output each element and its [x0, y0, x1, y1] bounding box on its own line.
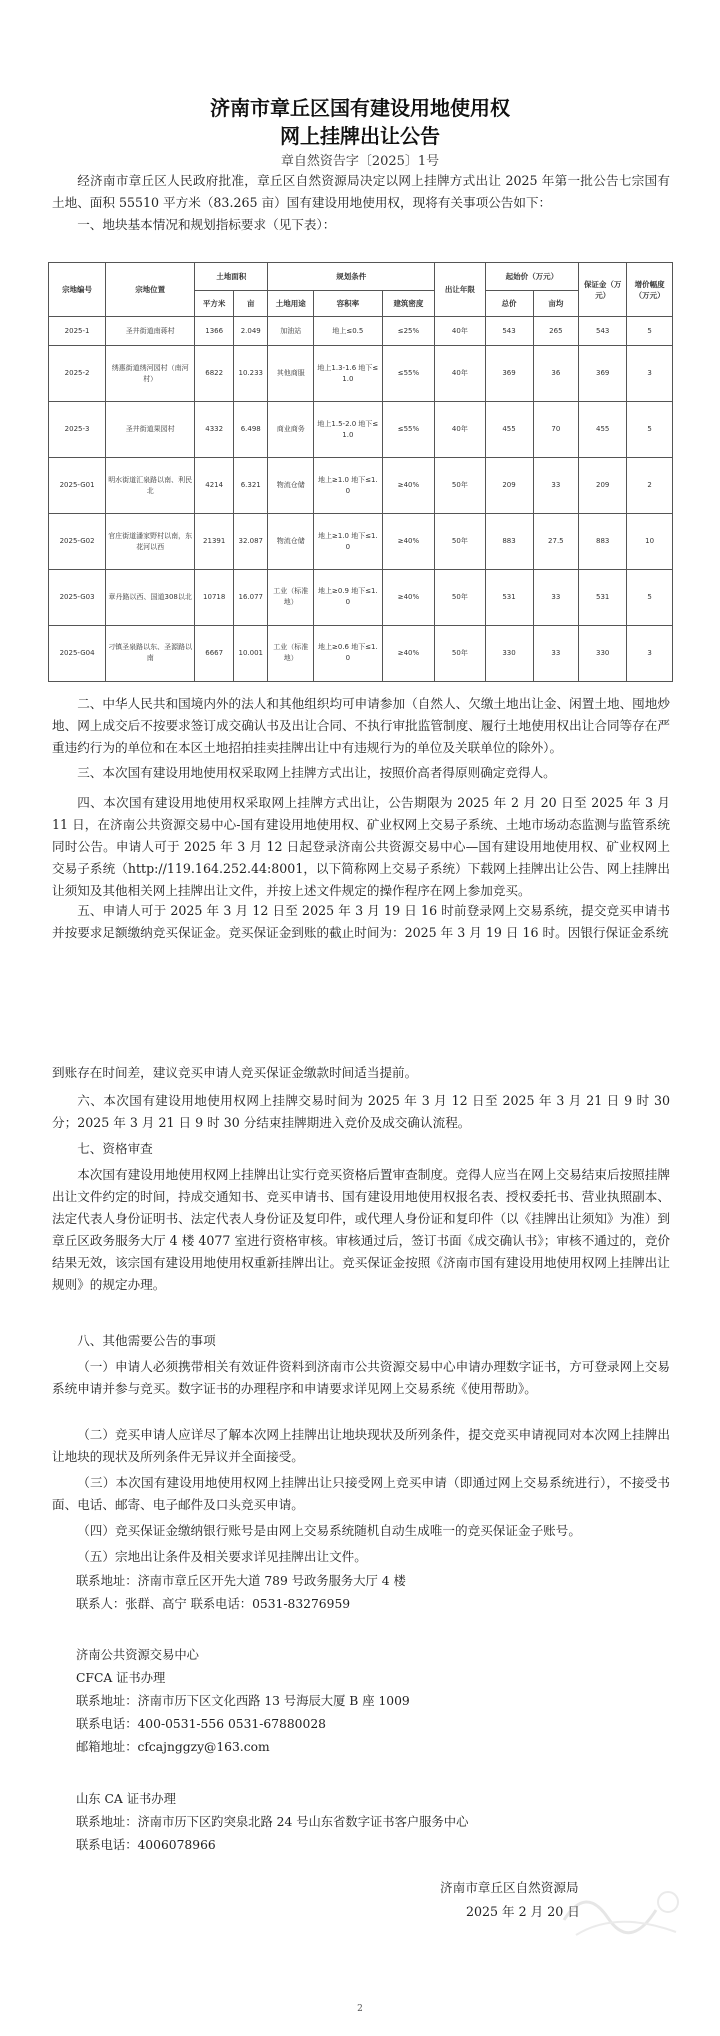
- paragraph-4: 四、本次国有建设用地使用权采取网上挂牌方式出让，公告期限为 2025 年 2 月 20 日至 2025 年 3 月 11 日，在济南公共资源交易中心-国有建设用地使用权、矿业权网上交易子系统、土地市场动态监测与监管系统同时公告。申请人可于 2025 年 3 月 12 日起登录济南公共资源交易中心—国有建设用地使用权、矿业权网上交易子系统（http://119.164.252.44:8001，以下简称网上交易子系统）下载网上挂牌出让公告、网上挂牌出让须知及其他相关网上挂牌出让文件，并按上述文件规定的操作程序在网上参加竞买。: [52, 795, 670, 898]
- header-increment: 增价幅度（万元）: [627, 263, 673, 317]
- header-term: 出让年限: [435, 263, 485, 317]
- cell-term: 50年: [435, 625, 485, 681]
- cell-total: 369: [485, 346, 533, 402]
- cell-location: 官庄街道潘家野村以南，东花河以西: [106, 514, 195, 570]
- main-contact-address: 联系地址：济南市章丘区开先大道 789 号政务服务大厅 4 楼: [76, 1574, 406, 1588]
- cell-mu: 32.087: [234, 514, 268, 570]
- header-mu: 亩: [234, 291, 268, 317]
- cell-per-mu: 33: [533, 625, 579, 681]
- watermark-logo: [556, 1880, 686, 1950]
- cell-location: 绣惠街道绣河园村（南河村）: [106, 346, 195, 402]
- document-number: 章自然资告字〔2025〕1号: [280, 154, 440, 169]
- cell-sqm: 4214: [195, 458, 234, 514]
- cell-total: 543: [485, 317, 533, 346]
- cell-total: 209: [485, 458, 533, 514]
- cell-far: 地上≥0.6 地下≤1.0: [314, 625, 383, 681]
- cell-per-mu: 33: [533, 458, 579, 514]
- paragraph-6: 六、本次国有建设用地使用权网上挂牌交易时间为 2025 年 3 月 12 日至 2025 年 3 月 21 日 9 时 30 分；2025 年 3 月 21 日 9 时 30 分结束挂牌期进入竞价及成交确认流程。: [52, 1093, 670, 1130]
- header-start-price: 起始价（万元）: [485, 263, 579, 291]
- cell-mu: 6.498: [234, 402, 268, 458]
- cell-per-mu: 33: [533, 570, 579, 626]
- cell-deposit: 209: [579, 458, 627, 514]
- cell-far: 地上1.3-1.6 地下≤1.0: [314, 346, 383, 402]
- cell-parcel-no: 2025-3: [49, 402, 106, 458]
- cfca-address: 联系地址：济南市历下区文化西路 13 号海辰大厦 B 座 1009: [76, 1694, 410, 1708]
- cell-land-use: 物流仓储: [268, 458, 314, 514]
- sdca-address: 联系地址：济南市历下区趵突泉北路 24 号山东省数字证书客户服务中心: [76, 1815, 469, 1829]
- cell-far: 地上≥0.9 地下≤1.0: [314, 570, 383, 626]
- section-7-heading: 七、资格审查: [77, 1141, 153, 1156]
- cell-deposit: 455: [579, 402, 627, 458]
- cell-deposit: 531: [579, 570, 627, 626]
- header-location: 宗地位置: [106, 263, 195, 317]
- cell-total: 883: [485, 514, 533, 570]
- cell-density: ≤55%: [382, 346, 435, 402]
- header-density: 建筑密度: [382, 291, 435, 317]
- cell-parcel-no: 2025-G02: [49, 514, 106, 570]
- table-row: [49, 458, 673, 514]
- paragraph-5: 五、申请人可于 2025 年 3 月 12 日至 2025 年 3 月 19 日 16 时前登录网上交易系统，提交竞买申请书并按要求足额缴纳竞买保证金。竞买保证金到账的截止时间为：2025 年 3 月 19 日 16 时。因银行保证金系统: [52, 903, 670, 940]
- cfca-email: 邮箱地址：cfcajnggzy@163.com: [76, 1740, 270, 1754]
- title-line-2: 网上挂牌出让公告: [280, 124, 440, 148]
- paragraph-5-continued: 到账存在时间差，建议竞买申请人竞买保证金缴款时间适当提前。: [52, 1065, 418, 1080]
- item-3: （三）本次国有建设用地使用权网上挂牌出让只接受网上竞买申请（即通过网上交易系统进行），不接受书面、电话、邮寄、电子邮件及口头竞买申请。: [52, 1475, 670, 1512]
- cell-deposit: 330: [579, 625, 627, 681]
- cell-deposit: 369: [579, 346, 627, 402]
- cell-location: 明水街道汇泉路以南、利民北: [106, 458, 195, 514]
- cell-sqm: 6667: [195, 625, 234, 681]
- cell-land-use: 工业（标准地）: [268, 625, 314, 681]
- cell-density: ≥40%: [382, 625, 435, 681]
- cell-far: 地上≥1.0 地下≤1.0: [314, 514, 383, 570]
- cell-term: 50年: [435, 458, 485, 514]
- cell-increment: 3: [627, 346, 673, 402]
- cell-total: 330: [485, 625, 533, 681]
- table-row: [49, 317, 673, 346]
- cell-mu: 10.233: [234, 346, 268, 402]
- header-per-mu: 亩均: [533, 291, 579, 317]
- item-1: （一）申请人必须携带相关有效证件资料到济南市公共资源交易中心申请办理数字证书，方可登录网上交易系统申请并参与竞买。数字证书的办理程序和申请要求详见网上交易系统《使用帮助》。: [52, 1359, 670, 1396]
- section-1-heading: 一、地块基本情况和规划指标要求（见下表）：: [77, 217, 336, 232]
- cell-far: 地上1.5-2.0 地下≤1.0: [314, 402, 383, 458]
- cell-parcel-no: 2025-G03: [49, 570, 106, 626]
- main-contact-block: [76, 1570, 676, 1616]
- main-contact-person: 联系人：张群、高宁 联系电话：0531-83276959: [76, 1597, 351, 1611]
- table-row: [49, 514, 673, 570]
- cell-total: 531: [485, 570, 533, 626]
- signoff-org: 济南市章丘区自然资源局: [440, 1880, 579, 1895]
- signoff-date: 2025 年 2 月 20 日: [466, 1904, 580, 1919]
- cell-deposit: 883: [579, 514, 627, 570]
- cell-per-mu: 27.5: [533, 514, 579, 570]
- cell-term: 50年: [435, 514, 485, 570]
- parcel-table: [48, 262, 673, 682]
- table-row: [49, 625, 673, 681]
- cell-parcel-no: 2025-2: [49, 346, 106, 402]
- cell-total: 455: [485, 402, 533, 458]
- cell-sqm: 1366: [195, 317, 234, 346]
- cell-sqm: 4332: [195, 402, 234, 458]
- cell-land-use: 物流仓储: [268, 514, 314, 570]
- sdca-contact-block: [76, 1788, 676, 1857]
- cell-mu: 2.049: [234, 317, 268, 346]
- cell-mu: 16.077: [234, 570, 268, 626]
- header-sqm: 平方米: [195, 291, 234, 317]
- cell-sqm: 10718: [195, 570, 234, 626]
- cell-location: 刁镇圣泉路以东、圣源路以南: [106, 625, 195, 681]
- cell-mu: 10.001: [234, 625, 268, 681]
- header-total: 总价: [485, 291, 533, 317]
- cell-location: 章丹路以西、国道308以北: [106, 570, 195, 626]
- cell-increment: 5: [627, 317, 673, 346]
- cell-density: ≥40%: [382, 570, 435, 626]
- cell-far: 地上≤0.5: [314, 317, 383, 346]
- table-row: [49, 402, 673, 458]
- sdca-phone: 联系电话：4006078966: [76, 1838, 216, 1852]
- cell-density: ≤25%: [382, 317, 435, 346]
- cell-location: 圣井街道南蒋村: [106, 317, 195, 346]
- cell-land-use: 商业商务: [268, 402, 314, 458]
- table-row: [49, 570, 673, 626]
- cell-term: 40年: [435, 346, 485, 402]
- item-4: （四）竞买保证金缴纳银行账号是由网上交易系统随机自动生成唯一的竞买保证金子账号。: [77, 1523, 581, 1538]
- cell-density: ≥40%: [382, 514, 435, 570]
- cell-mu: 6.321: [234, 458, 268, 514]
- cfca-phone: 联系电话：400-0531-556 0531-67880028: [76, 1717, 326, 1731]
- cell-land-use: 工业（标准地）: [268, 570, 314, 626]
- cell-increment: 5: [627, 570, 673, 626]
- cell-per-mu: 265: [533, 317, 579, 346]
- cell-per-mu: 70: [533, 402, 579, 458]
- paragraph-7: 本次国有建设用地使用权网上挂牌出让实行竞买资格后置审查制度。竞得人应当在网上交易结束后按照挂牌出让文件约定的时间，持成交通知书、竞买申请书、国有建设用地使用权报名表、授权委托书、营业执照副本、法定代表人身份证明书、法定代表人身份证及复印件，或代理人身份证和复印件（以《挂牌出让须知》为准）到章丘区政务服务大厅 4 楼 4077 室进行资格审核。审核通过后，签订书面《成交确认书》；审核不通过的，竞价结果无效，该宗国有建设用地使用权重新挂牌出让。竞买保证金按照《济南市国有建设用地使用权网上挂牌出让规则》的规定办理。: [52, 1167, 670, 1292]
- cell-term: 50年: [435, 570, 485, 626]
- paragraph-3: 三、本次国有建设用地使用权采取网上挂牌方式出让，按照价高者得原则确定竞得人。: [77, 765, 556, 780]
- header-deposit: 保证金（万元）: [579, 263, 627, 317]
- header-far: 容积率: [314, 291, 383, 317]
- header-land-use: 土地用途: [268, 291, 314, 317]
- cell-density: ≥40%: [382, 458, 435, 514]
- cell-far: 地上≥1.0 地下≤1.0: [314, 458, 383, 514]
- item-2: （二）竞买申请人应详尽了解本次网上挂牌出让地块现状及所列条件，提交竞买申请视同对本次网上挂牌出让地块的现状及所列条件无异议并全面接受。: [52, 1427, 670, 1464]
- cell-land-use: 其他商服: [268, 346, 314, 402]
- cell-per-mu: 36: [533, 346, 579, 402]
- cell-increment: 10: [627, 514, 673, 570]
- cell-term: 40年: [435, 402, 485, 458]
- item-5: （五）宗地出让条件及相关要求详见挂牌出让文件。: [77, 1549, 367, 1564]
- paragraph-2: 二、中华人民共和国境内外的法人和其他组织均可申请参加（自然人、欠缴土地出让金、闲置土地、囤地炒地、网上成交后不按要求签订成交确认书及出让合同、不执行审批监管制度、履行土地使用权出让合同等存在严重违约行为的单位和在本区土地招拍挂卖挂牌出让中有违规行为的单位及关联单位的除外）。: [52, 696, 670, 755]
- header-land-area: 土地面积: [195, 263, 268, 291]
- cfca-contact-block: [76, 1644, 676, 1759]
- cell-sqm: 21391: [195, 514, 234, 570]
- cell-land-use: 加油站: [268, 317, 314, 346]
- cell-parcel-no: 2025-G04: [49, 625, 106, 681]
- cell-increment: 2: [627, 458, 673, 514]
- header-planning: 规划条件: [268, 263, 435, 291]
- cell-parcel-no: 2025-G01: [49, 458, 106, 514]
- sdca-office: 山东 CA 证书办理: [76, 1792, 176, 1806]
- header-parcel-no: 宗地编号: [49, 263, 106, 317]
- table-row: [49, 346, 673, 402]
- cell-sqm: 6822: [195, 346, 234, 402]
- cfca-org: 济南公共资源交易中心: [76, 1648, 199, 1662]
- cell-term: 40年: [435, 317, 485, 346]
- cell-parcel-no: 2025-1: [49, 317, 106, 346]
- cell-increment: 5: [627, 402, 673, 458]
- cell-deposit: 543: [579, 317, 627, 346]
- section-8-heading: 八、其他需要公告的事项: [77, 1333, 216, 1348]
- page-number: 2: [357, 2004, 363, 2014]
- cell-increment: 3: [627, 625, 673, 681]
- cell-location: 圣井街道果园村: [106, 402, 195, 458]
- cfca-office: CFCA 证书办理: [76, 1671, 166, 1685]
- cell-density: ≤55%: [382, 402, 435, 458]
- intro-paragraph: 经济南市章丘区人民政府批准，章丘区自然资源局决定以网上挂牌方式出让 2025 年第一批公告七宗国有土地、面积 55510 平方米（83.265 亩）国有建设用地使用权，现将有关事项公告如下：: [52, 173, 670, 210]
- title-line-1: 济南市章丘区国有建设用地使用权: [210, 96, 510, 120]
